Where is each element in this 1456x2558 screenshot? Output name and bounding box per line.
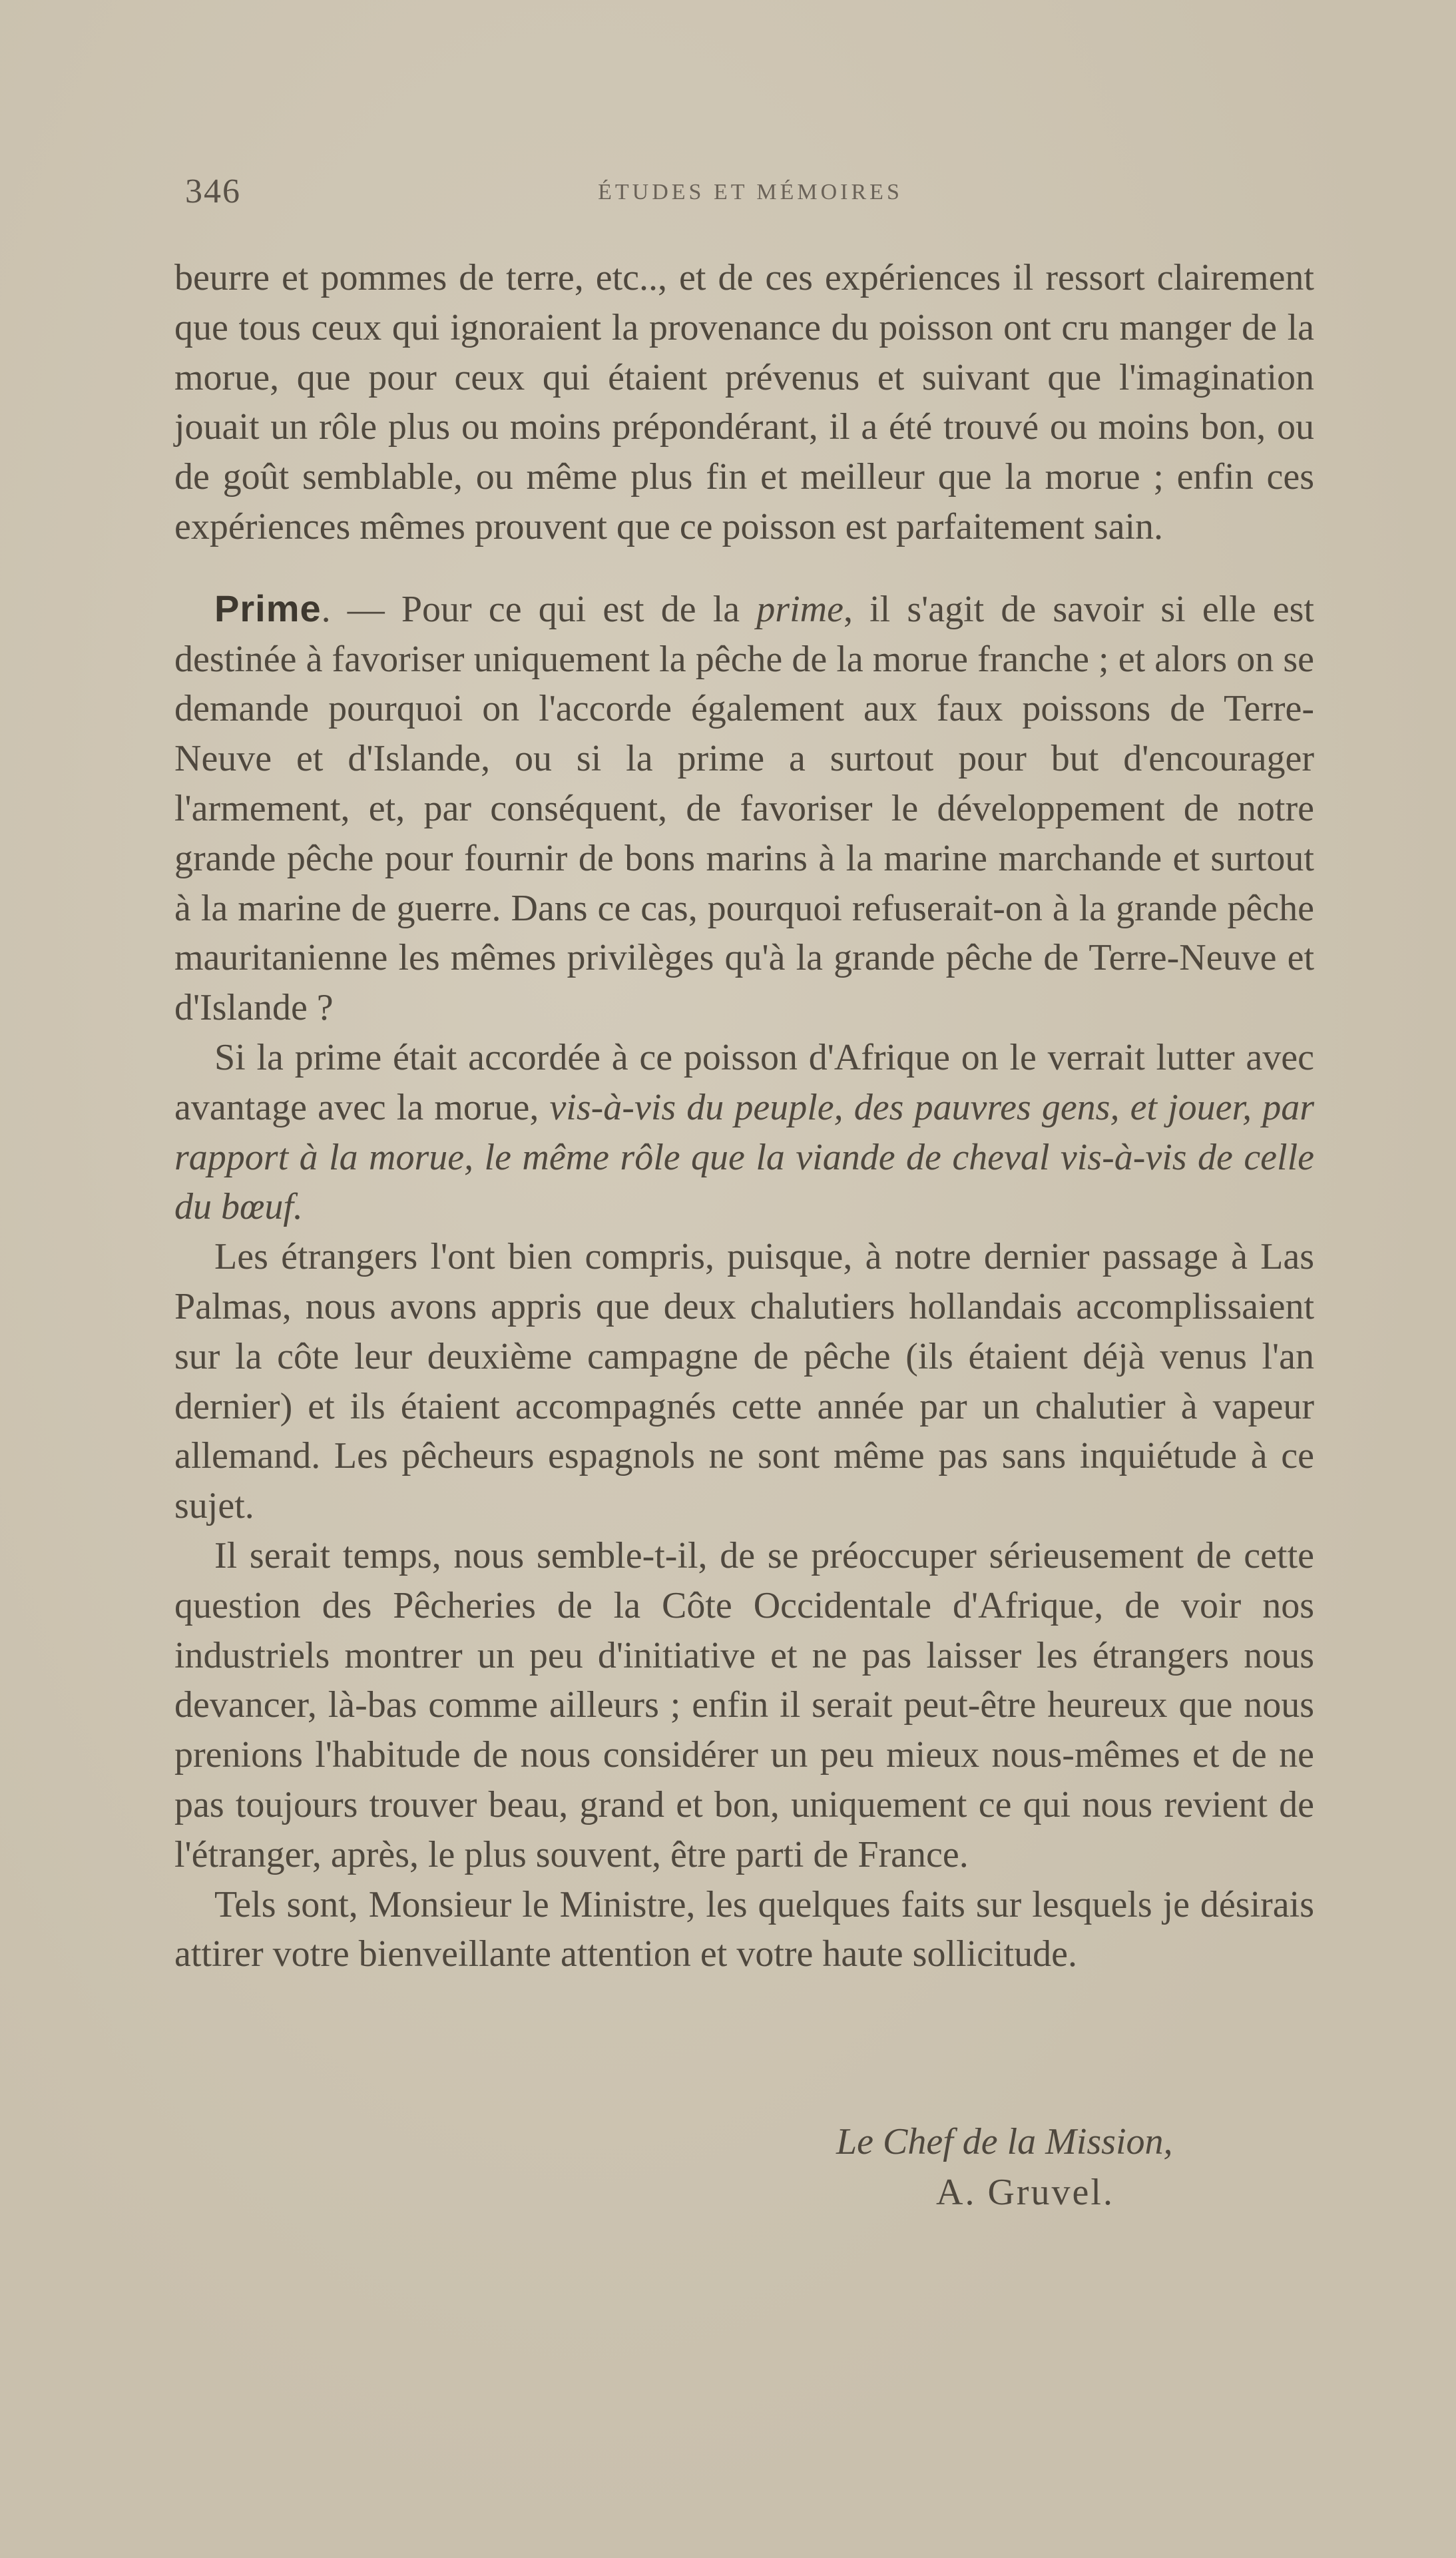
running-head: ÉTUDES ET MÉMOIRES xyxy=(598,180,903,204)
page-header xyxy=(185,172,1316,212)
paragraph-prime-africa xyxy=(174,1033,1314,1232)
signature-title: Le Chef de la Mission, xyxy=(836,2121,1173,2162)
paragraph-africa-text: Si la prime était accordée à ce poisson d'Afrique on le verrait lutter avec avantage avec la morue, xyxy=(174,1036,1314,1128)
paragraph-foreigners: Les étrangers l'ont bien compris, puisque, à notre dernier passage à Las Palmas, nous avons appris que deux chalutiers hollandais accomplissaient sur la côte leur deuxième campagne de pêche (ils étaient déjà venus l'an dernier) et ils étaient accompagnés cette année par un chalutier à vapeur allemand. Les pêcheurs espagnols ne sont même pas sans inquiétude à ce sujet. xyxy=(174,1236,1314,1527)
paragraph-prime-text-c: , il s'agit de savoir si elle est destinée à favoriser uniquement la pêche de la morue franche ; et alors on se demande pourquoi on l'accorde également aux faux poissons de Terre-Neuve et d'Islande, ou si la prime a surtout pour but d'encourager l'armement, et, par conséquent, de favoriser le développement de notre grande pêche pour fournir de bons marins à la marine marchande et surtout à la marine de guerre. Dans ce cas, pourquoi refuserait-on à la grande pêche mauritanienne les mêmes privilèges qu'à la grande pêche de Terre-Neuve et d'Islande ? xyxy=(174,588,1314,1029)
paragraph-prime-italic: prime xyxy=(756,588,844,630)
paragraph-africa-italic: vis-à-vis du peuple, des pauvres gens, et jouer, par rapport à la morue, le même rôle que la viande de cheval vis-à-vis de celle du bœuf. xyxy=(174,1086,1314,1228)
signature-name: A. Gruvel. xyxy=(936,2172,1114,2213)
paragraph-prime-text-a: . — Pour ce qui est de la xyxy=(321,588,757,630)
paragraph-prime xyxy=(174,584,1314,1033)
signature-block xyxy=(836,2116,1302,2218)
section-title-prime: Prime xyxy=(214,587,322,629)
paragraph-continuation: beurre et pommes de terre, etc.., et de ces expériences il ressort clairement que tous ceux qui ignoraient la provenance du poisson ont cru manger de la morue, que pour ceux qui étaient prévenus et suivant que l'imagination jouait un rôle plus ou moins prépondérant, il a été trouvé ou moins bon, ou de goût semblable, ou même plus fin et meilleur que la morue ; enfin ces expériences mêmes prouvent que ce poisson est parfaitement sain. xyxy=(174,257,1314,547)
body-text xyxy=(174,253,1314,1979)
paragraph-closing: Tels sont, Monsieur le Ministre, les quelques faits sur lesquels je désirais attirer votre bienveillante attention et votre haute sollicitude. xyxy=(174,1883,1314,1975)
page-number: 346 xyxy=(185,172,241,210)
paragraph-initiative: Il serait temps, nous semble-t-il, de se préoccuper sérieusement de cette question des Pêcheries de la Côte Occidentale d'Afrique, de voir nos industriels montrer un peu d'initiative et ne pas laisser les étrangers nous devancer, là-bas comme ailleurs ; enfin il serait peut-être heureux que nous prenions l'habitude de nous considérer un peu mieux nous-mêmes et de ne pas toujours trouver beau, grand et bon, uniquement ce qui nous revient de l'étranger, après, le plus souvent, être parti de France. xyxy=(174,1534,1314,1875)
